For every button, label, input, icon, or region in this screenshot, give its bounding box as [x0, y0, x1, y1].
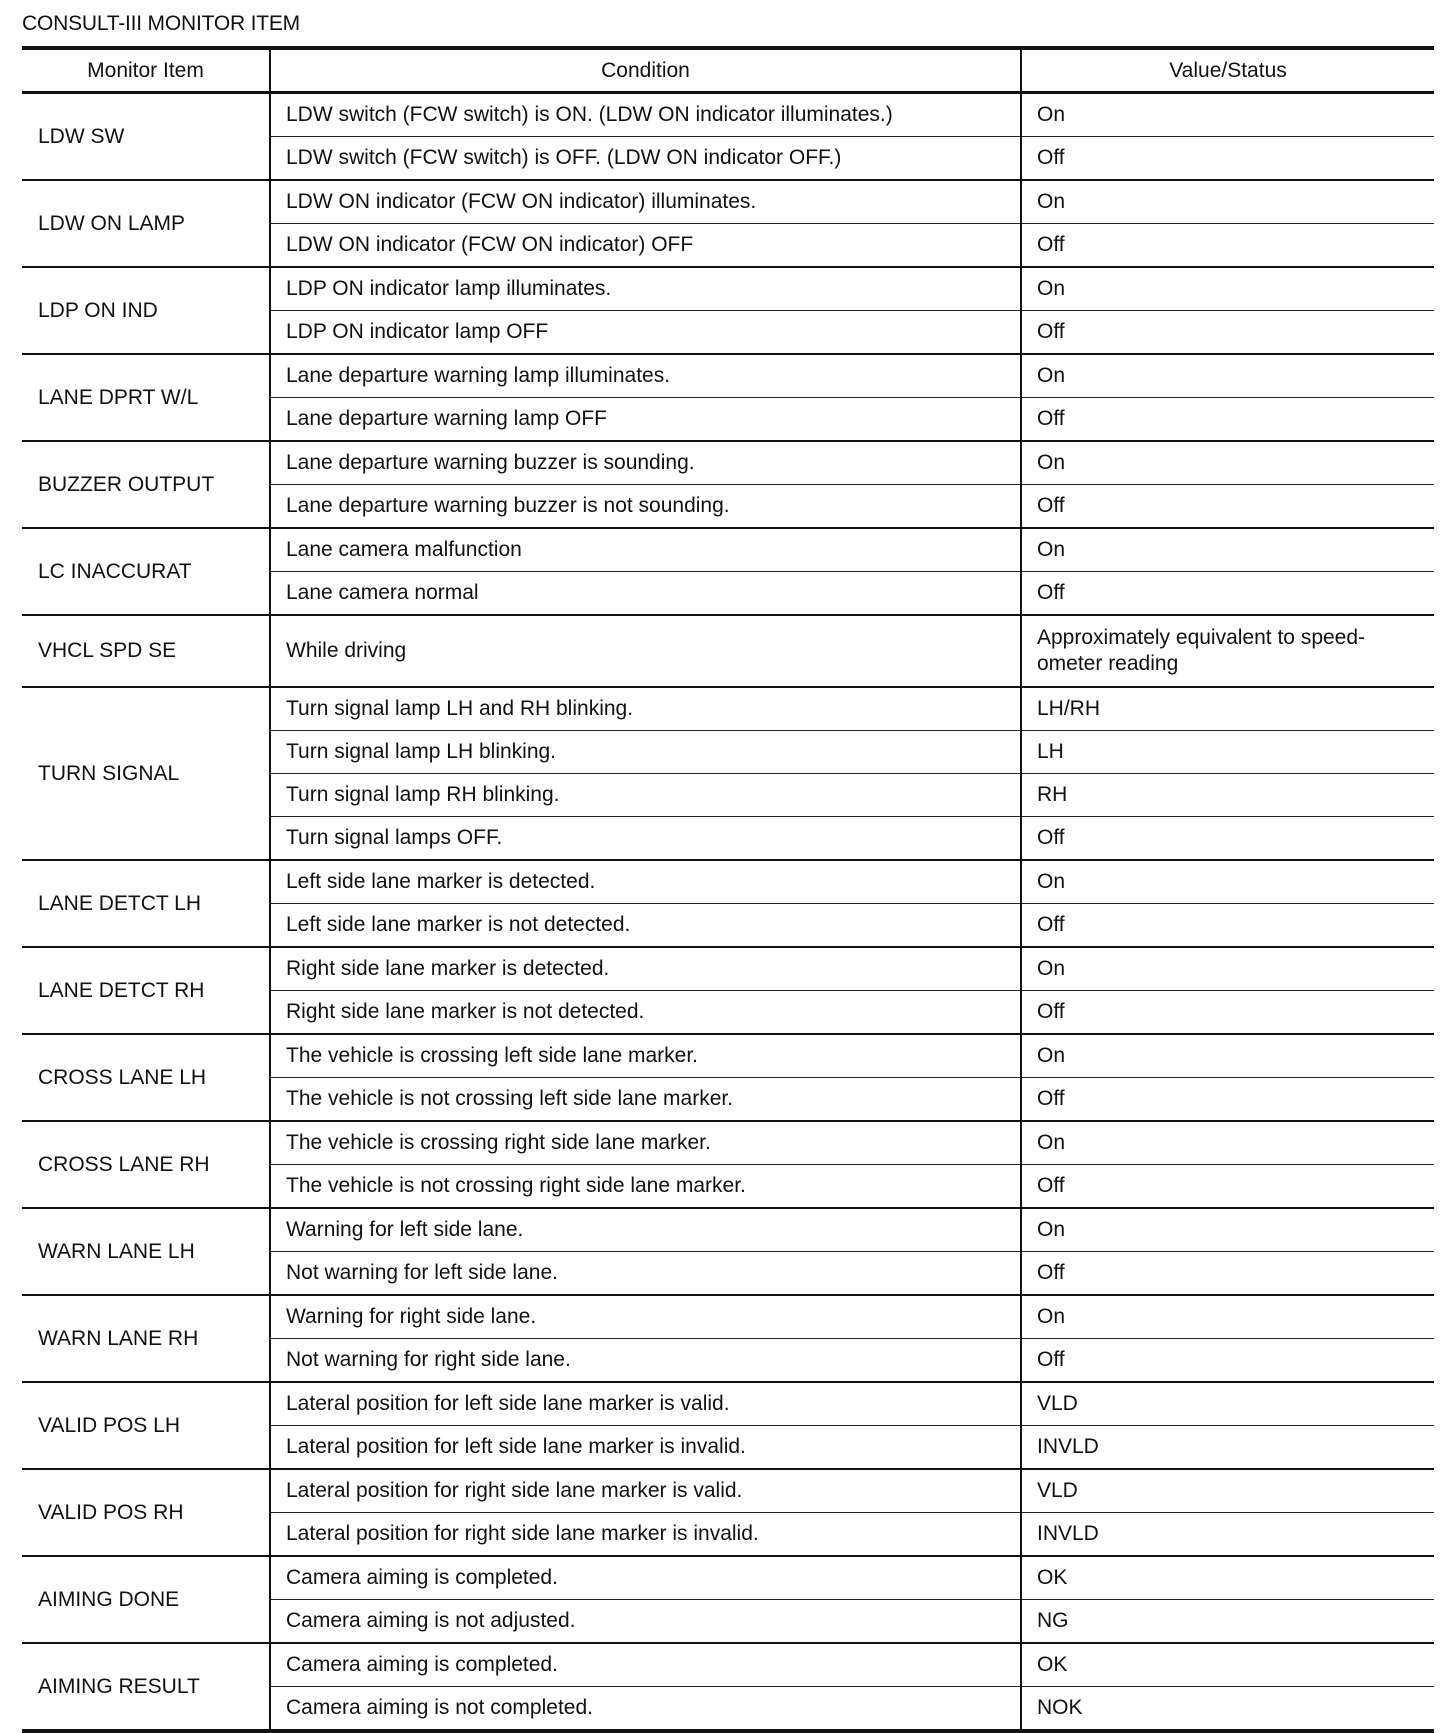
condition-cell: The vehicle is crossing right side lane marker. — [270, 1121, 1021, 1165]
header-value-status: Value/Status — [1021, 48, 1434, 93]
value-status-cell: Off — [1021, 137, 1434, 181]
value-status-cell: On — [1021, 354, 1434, 398]
table-row — [22, 1034, 1434, 1078]
value-status-cell: VLD — [1021, 1469, 1434, 1513]
document-title: CONSULT-III MONITOR ITEM — [22, 12, 300, 35]
table-row — [22, 1121, 1434, 1165]
value-status-cell: On — [1021, 267, 1434, 311]
monitor-item-cell: LDW ON LAMP — [22, 180, 270, 267]
monitor-item-cell: LDP ON IND — [22, 267, 270, 354]
monitor-item-cell: WARN LANE LH — [22, 1208, 270, 1295]
condition-cell: Turn signal lamp LH and RH blinking. — [270, 687, 1021, 731]
monitor-item-cell: CROSS LANE LH — [22, 1034, 270, 1121]
value-status-cell: VLD — [1021, 1382, 1434, 1426]
condition-cell: Right side lane marker is detected. — [270, 947, 1021, 991]
table-row — [22, 180, 1434, 224]
value-status-cell: On — [1021, 528, 1434, 572]
value-status-cell: INVLD — [1021, 1513, 1434, 1557]
condition-cell: LDW switch (FCW switch) is ON. (LDW ON indicator illuminates.) — [270, 93, 1021, 137]
condition-cell: LDP ON indicator lamp OFF — [270, 311, 1021, 355]
table-row — [22, 1295, 1434, 1339]
table-row — [22, 93, 1434, 137]
monitor-item-table — [22, 46, 1434, 1733]
condition-cell: LDW ON indicator (FCW ON indicator) OFF — [270, 224, 1021, 268]
value-status-cell: INVLD — [1021, 1426, 1434, 1470]
condition-cell: Lateral position for right side lane marker is valid. — [270, 1469, 1021, 1513]
value-status-cell: On — [1021, 1034, 1434, 1078]
condition-cell: Warning for right side lane. — [270, 1295, 1021, 1339]
value-status-cell: Off — [1021, 817, 1434, 861]
table-row — [22, 947, 1434, 991]
value-status-cell: Off — [1021, 398, 1434, 442]
monitor-item-cell: VALID POS RH — [22, 1469, 270, 1556]
table-row — [22, 1382, 1434, 1426]
value-status-cell: Off — [1021, 224, 1434, 268]
monitor-item-cell: LDW SW — [22, 93, 270, 181]
condition-cell: Lane departure warning lamp OFF — [270, 398, 1021, 442]
value-status-cell: LH/RH — [1021, 687, 1434, 731]
condition-cell: LDW ON indicator (FCW ON indicator) illuminates. — [270, 180, 1021, 224]
condition-cell: Turn signal lamps OFF. — [270, 817, 1021, 861]
table-row — [22, 267, 1434, 311]
value-status-cell: NOK — [1021, 1687, 1434, 1732]
value-status-cell: Off — [1021, 1339, 1434, 1383]
table-row — [22, 1556, 1434, 1600]
value-status-cell: On — [1021, 441, 1434, 485]
table-body — [22, 93, 1434, 1732]
value-status-cell: On — [1021, 1295, 1434, 1339]
condition-cell: Left side lane marker is detected. — [270, 860, 1021, 904]
monitor-item-cell: WARN LANE RH — [22, 1295, 270, 1382]
value-status-cell: RH — [1021, 774, 1434, 817]
condition-cell: The vehicle is not crossing right side lane marker. — [270, 1165, 1021, 1209]
value-status-cell: OK — [1021, 1643, 1434, 1687]
value-status-cell: On — [1021, 93, 1434, 137]
condition-cell: LDP ON indicator lamp illuminates. — [270, 267, 1021, 311]
condition-cell: Lateral position for right side lane marker is invalid. — [270, 1513, 1021, 1557]
value-status-cell: OK — [1021, 1556, 1434, 1600]
table-row — [22, 687, 1434, 731]
monitor-item-cell: LANE DETCT LH — [22, 860, 270, 947]
table-row — [22, 1469, 1434, 1513]
value-status-cell: Off — [1021, 572, 1434, 616]
table-row — [22, 615, 1434, 687]
value-status-cell: Off — [1021, 1252, 1434, 1296]
value-status-cell: Off — [1021, 904, 1434, 948]
condition-cell: While driving — [270, 615, 1021, 687]
monitor-item-cell: LANE DETCT RH — [22, 947, 270, 1034]
header-condition: Condition — [270, 48, 1021, 93]
value-status-cell: Off — [1021, 311, 1434, 355]
monitor-item-cell: BUZZER OUTPUT — [22, 441, 270, 528]
document — [22, 10, 1434, 1733]
condition-cell: Not warning for right side lane. — [270, 1339, 1021, 1383]
value-status-cell: LH — [1021, 731, 1434, 774]
value-status-cell: On — [1021, 947, 1434, 991]
monitor-item-cell: CROSS LANE RH — [22, 1121, 270, 1208]
condition-cell: Camera aiming is not completed. — [270, 1687, 1021, 1732]
table-header-row — [22, 48, 1434, 93]
condition-cell: Right side lane marker is not detected. — [270, 991, 1021, 1035]
value-status-cell: Off — [1021, 1165, 1434, 1209]
condition-cell: The vehicle is not crossing left side lane marker. — [270, 1078, 1021, 1122]
table-row — [22, 528, 1434, 572]
value-status-cell: Approximately equivalent to speed- ometer reading — [1021, 615, 1434, 687]
monitor-item-cell: LANE DPRT W/L — [22, 354, 270, 441]
condition-cell: Lane departure warning buzzer is sounding. — [270, 441, 1021, 485]
condition-cell: Lane departure warning lamp illuminates. — [270, 354, 1021, 398]
condition-cell: The vehicle is crossing left side lane marker. — [270, 1034, 1021, 1078]
condition-cell: Camera aiming is completed. — [270, 1556, 1021, 1600]
value-status-cell: On — [1021, 180, 1434, 224]
value-status-cell: On — [1021, 860, 1434, 904]
monitor-item-cell: LC INACCURAT — [22, 528, 270, 615]
value-status-cell: NG — [1021, 1600, 1434, 1644]
condition-cell: Left side lane marker is not detected. — [270, 904, 1021, 948]
condition-cell: Not warning for left side lane. — [270, 1252, 1021, 1296]
table-row — [22, 354, 1434, 398]
table-row — [22, 441, 1434, 485]
value-status-cell: On — [1021, 1121, 1434, 1165]
condition-cell: Lane departure warning buzzer is not sounding. — [270, 485, 1021, 529]
value-status-cell: Off — [1021, 485, 1434, 529]
monitor-item-cell: VHCL SPD SE — [22, 615, 270, 687]
table-row — [22, 1208, 1434, 1252]
condition-cell: Camera aiming is not adjusted. — [270, 1600, 1021, 1644]
condition-cell: Turn signal lamp RH blinking. — [270, 774, 1021, 817]
condition-cell: Lateral position for left side lane marker is valid. — [270, 1382, 1021, 1426]
condition-cell: Turn signal lamp LH blinking. — [270, 731, 1021, 774]
condition-cell: Camera aiming is completed. — [270, 1643, 1021, 1687]
condition-cell: LDW switch (FCW switch) is OFF. (LDW ON indicator OFF.) — [270, 137, 1021, 181]
monitor-item-cell: AIMING RESULT — [22, 1643, 270, 1731]
header-monitor-item: Monitor Item — [22, 48, 270, 93]
monitor-item-cell: TURN SIGNAL — [22, 687, 270, 860]
table-row — [22, 1643, 1434, 1687]
condition-cell: Warning for left side lane. — [270, 1208, 1021, 1252]
monitor-item-cell: VALID POS LH — [22, 1382, 270, 1469]
value-status-cell: Off — [1021, 1078, 1434, 1122]
value-status-cell: Off — [1021, 991, 1434, 1035]
table-row — [22, 860, 1434, 904]
condition-cell: Lateral position for left side lane marker is invalid. — [270, 1426, 1021, 1470]
value-status-cell: On — [1021, 1208, 1434, 1252]
condition-cell: Lane camera malfunction — [270, 528, 1021, 572]
monitor-item-cell: AIMING DONE — [22, 1556, 270, 1643]
condition-cell: Lane camera normal — [270, 572, 1021, 616]
